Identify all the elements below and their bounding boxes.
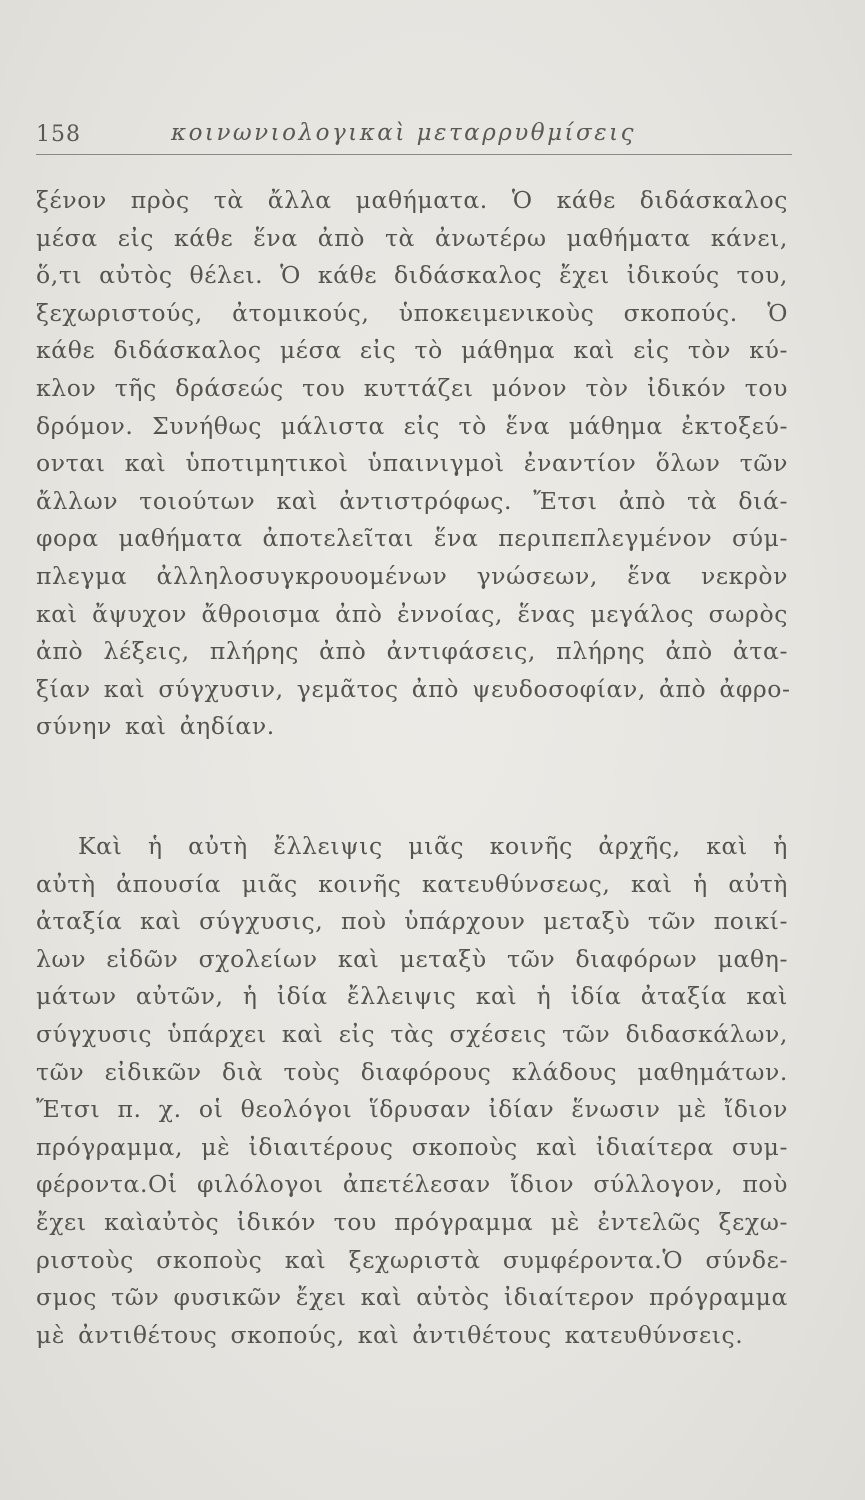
text-line: κλον τῆς δράσεώς του κυττάζει μόνον τὸν ἰδικόν του	[36, 373, 788, 402]
text-line: σύγχυσις ὑπάρχει καὶ εἰς τὰς σχέσεις τῶν διδασκάλων,	[36, 1019, 788, 1048]
text-line: ξένον πρὸς τὰ ἄλλα μαθήματα. Ὁ κάθε διδάσκαλος	[36, 186, 788, 214]
paragraph-1	[36, 182, 791, 746]
text-line: σύνην καὶ ἀηδίαν.	[36, 712, 275, 741]
text-line: φορα μαθήματα ἀποτελεῖται ἕνα περιπεπλεγμένον σύμ-	[36, 524, 788, 553]
page-header	[36, 114, 792, 154]
text-line: ἀπὸ λέξεις, πλήρης ἀπὸ ἀντιφάσεις, πλήρης ἀπὸ ἀτα-	[36, 637, 788, 666]
text-line: λων εἰδῶν σχολείων καὶ μεταξὺ τῶν διαφόρων μαθη-	[36, 944, 788, 973]
text-line: καὶ ἄψυχον ἄθροισμα ἀπὸ ἐννοίας, ἕνας μεγάλος σωρὸς	[36, 599, 788, 628]
text-line: ἀταξία καὶ σύγχυσις, ποὺ ὑπάρχουν μεταξὺ τῶν ποικί-	[36, 907, 788, 936]
text-line: ξίαν καὶ σύγχυσιν, γεμᾶτος ἀπὸ ψευδοσοφίαν, ἀπὸ ἀφρο-	[36, 674, 791, 703]
running-head: κοινωνιολογικαὶ μεταρρυθμίσεις	[171, 120, 636, 146]
text-line: πρόγραμμα, μὲ ἰδιαιτέρους σκοποὺς καὶ ἰδιαίτερα συμ-	[36, 1132, 788, 1161]
text-line: αὐτὴ ἀπουσία μιᾶς κοινῆς κατευθύνσεως, καὶ ἡ αὐτὴ	[36, 869, 788, 898]
text-line: ἔχει καὶαὐτὸς ἰδικόν του πρόγραμμα μὲ ἐντελῶς ξεχω-	[36, 1207, 788, 1236]
text-line: μέσα εἰς κάθε ἕνα ἀπὸ τὰ ἀνωτέρω μαθήματα κάνει,	[36, 223, 788, 252]
text-line: μὲ ἀντιθέτους σκοπούς, καὶ ἀντιθέτους κατευθύνσεις.	[36, 1320, 744, 1349]
paragraph-2	[36, 828, 788, 1354]
text-line: ριστοὺς σκοποὺς καὶ ξεχωριστὰ συμφέροντα.Ὁ σύνδε-	[36, 1245, 788, 1274]
text-line: ξεχωριστούς, ἀτομικούς, ὑποκειμενικοὺς σκοπούς. Ὁ	[36, 298, 788, 327]
text-line: Καὶ ἡ αὐτὴ ἔλλειψις μιᾶς κοινῆς ἀρχῆς, καὶ ἡ	[78, 832, 788, 860]
page-number: 158	[36, 122, 81, 147]
text-line: τῶν εἰδικῶν διὰ τοὺς διαφόρους κλάδους μαθημάτων.	[36, 1057, 788, 1086]
text-line: πλεγμα ἀλληλοσυγκρουομένων γνώσεων, ἕνα νεκρὸν	[36, 561, 788, 590]
text-line: Ἔτσι π. χ. οἱ θεολόγοι ἵδρυσαν ἰδίαν ἕνωσιν μὲ ἴδιον	[36, 1095, 788, 1124]
text-line: σμος τῶν φυσικῶν ἔχει καὶ αὐτὸς ἰδιαίτερον πρόγραμμα	[36, 1283, 788, 1312]
text-line: δρόμον. Συνήθως μάλιστα εἰς τὸ ἕνα μάθημα ἐκτοξεύ-	[36, 411, 788, 440]
header-rule	[36, 154, 792, 155]
text-line: ὅ,τι αὐτὸς θέλει. Ὁ κάθε διδάσκαλος ἔχει ἰδικούς του,	[36, 261, 788, 290]
text-line: ονται καὶ ὑποτιμητικοὶ ὑπαινιγμοὶ ἐναντίον ὅλων τῶν	[36, 449, 788, 478]
text-line: ἄλλων τοιούτων καὶ ἀντιστρόφως. Ἔτσι ἀπὸ τὰ διά-	[36, 486, 788, 515]
text-line: μάτων αὐτῶν, ἡ ἰδία ἔλλειψις καὶ ἡ ἰδία ἀταξία καὶ	[36, 982, 788, 1011]
text-line: φέροντα.Οἱ φιλόλογοι ἀπετέλεσαν ἴδιον σύλλογον, ποὺ	[36, 1170, 788, 1199]
text-line: κάθε διδάσκαλος μέσα εἰς τὸ μάθημα καὶ εἰς τὸν κύ-	[36, 336, 788, 365]
